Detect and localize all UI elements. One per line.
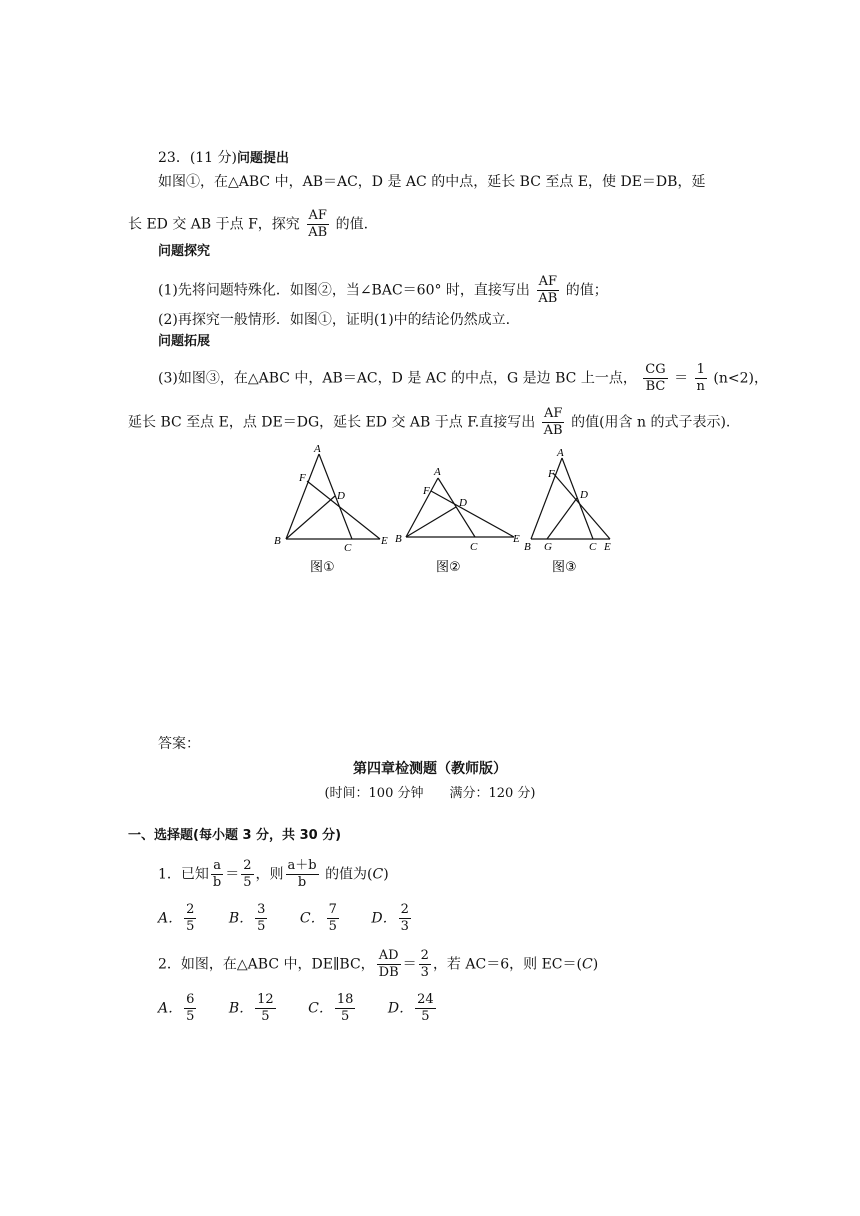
fraction-cg-bc: $\frac{CG}{BC}$ xyxy=(645,362,666,394)
fraction: $\frac{AD}{DB}$ xyxy=(378,948,399,980)
label-c: C xyxy=(589,541,597,553)
answer-letter: C xyxy=(581,956,593,973)
q1-stem: 1．已知 $\frac{a}{b}$ ＝ $\frac{2}{5}$ ，则 $\frac{a+b}{b}$ 的值为(C) xyxy=(158,858,389,890)
section-choice-title: 一、选择题(每小题 3 分，共 30 分) xyxy=(128,828,342,843)
option-d: D． $\frac{2}{3}$ xyxy=(371,902,409,934)
q2-stem: 2．如图，在△ABC 中，DE∥BC， $\frac{AD}{DB}$ ＝ $\frac{2}{3}$ ，若 AC＝6，则 EC＝(C) xyxy=(158,948,599,980)
q23-part3-line2: 延长 BC 至点 E，点 DE＝DG，延长 ED 交 AB 于点 F.直接写出 $\frac{AF}{AB}$ 的值(用含 n 的式子表示). xyxy=(128,406,731,438)
option-c: C． $\frac{7}{5}$ xyxy=(299,902,337,934)
fraction-af-ab: $\frac{AF}{AB}$ xyxy=(538,274,558,306)
figure-3 xyxy=(531,458,610,539)
caption-figure-1: 图① xyxy=(310,560,335,575)
chapter-subtitle: (时间：100 分钟 满分：120 分) xyxy=(324,786,536,801)
label-g: G xyxy=(544,541,552,553)
label-f: F xyxy=(299,472,306,484)
label-c: C xyxy=(470,541,478,553)
fraction: $\frac{a+b}{b}$ xyxy=(287,858,317,890)
option-b: B． $\frac{3}{5}$ xyxy=(228,902,266,934)
q23-part2: (2)再探究一般情形．如图①，证明(1)中的结论仍然成立. xyxy=(158,312,511,328)
option-a: A． $\frac{2}{5}$ xyxy=(158,902,195,934)
q23-heading: 23．(11 分)问题提出 xyxy=(158,150,290,166)
label-e: E xyxy=(513,533,520,545)
answer-label: 答案： xyxy=(158,736,200,752)
section-title-extend: 问题拓展 xyxy=(158,334,211,349)
q23-part3-line1: (3)如图③，在△ABC 中，AB＝AC，D 是 AC 的中点，G 是边 BC 上一点， $\frac{CG}{BC}$ ＝ $\frac{1}{n}$ (n<2)， xyxy=(158,362,768,394)
q2-options xyxy=(158,992,464,1025)
option-b: B． $\frac{12}{5}$ xyxy=(228,992,274,1024)
option-a: A． $\frac{6}{5}$ xyxy=(158,992,195,1024)
label-f: F xyxy=(548,468,555,480)
q23-part1: (1)先将问题特殊化．如图②，当∠BAC＝60° 时，直接写出 $\frac{AF}{AB}$ 的值； xyxy=(158,274,608,306)
label-b: B xyxy=(395,533,402,545)
label-a: A xyxy=(557,447,564,459)
q23-line1: 如图①，在△ABC 中，AB＝AC，D 是 AC 的中点，延长 BC 至点 E，使 DE＝DB，延 xyxy=(158,174,706,190)
label-a: A xyxy=(314,443,321,455)
geometry-figures xyxy=(260,440,640,580)
fraction-af-ab: $\frac{AF}{AB}$ xyxy=(543,406,563,438)
fraction-1-n: $\frac{1}{n}$ xyxy=(696,362,705,394)
caption-figure-2: 图② xyxy=(436,560,461,575)
label-d: D xyxy=(337,490,345,502)
label-b: B xyxy=(524,541,531,553)
chapter-title: 第四章检测题（教师版） xyxy=(353,761,507,777)
figure-1 xyxy=(286,454,380,539)
label-c: C xyxy=(344,542,352,554)
fraction: $\frac{2}{5}$ xyxy=(243,858,252,890)
fraction: $\frac{a}{b}$ xyxy=(212,858,222,890)
caption-figure-3: 图③ xyxy=(552,560,577,575)
label-e: E xyxy=(381,535,388,547)
label-b: B xyxy=(274,535,281,547)
label-e: E xyxy=(604,541,611,553)
label-a: A xyxy=(434,466,441,478)
q1-options xyxy=(158,902,439,935)
q23-line2: 长 ED 交 AB 于点 F，探究 $\frac{AF}{AB}$ 的值. xyxy=(128,208,369,240)
fraction: $\frac{2}{3}$ xyxy=(420,948,429,980)
label-f: F xyxy=(423,485,430,497)
fraction-af-ab: $\frac{AF}{AB}$ xyxy=(308,208,328,240)
label-d: D xyxy=(459,497,467,509)
section-title-explore: 问题探究 xyxy=(158,244,211,259)
option-d: D． $\frac{24}{5}$ xyxy=(387,992,434,1024)
option-c: C． $\frac{18}{5}$ xyxy=(308,992,354,1024)
answer-letter: C xyxy=(372,866,384,883)
label-d: D xyxy=(580,489,588,501)
